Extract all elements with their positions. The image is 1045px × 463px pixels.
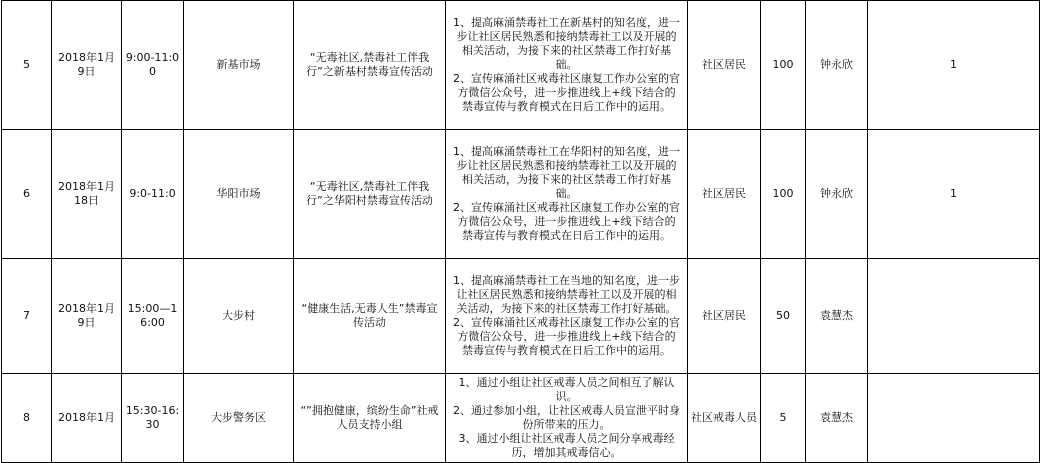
location-cell: 华阳市场 bbox=[184, 130, 294, 259]
goal-item: 3、通过小组让社区戒毒人员之间分享戒毒经历，增加其戒毒信心。 bbox=[458, 432, 675, 459]
target-cell: 社区戒毒人员 bbox=[688, 374, 761, 463]
target-cell: 社区居民 bbox=[688, 1, 761, 130]
location-cell: 新基市场 bbox=[184, 1, 294, 130]
location-cell: 大步村 bbox=[184, 259, 294, 374]
goal-item: 2、宣传麻涌社区戒毒社区康复工作办公室的官方微信公众号，进一步推进线上+线下结合的禁毒宣传与教育模式在日后工作中的运用。 bbox=[453, 72, 680, 113]
goal-item: 2、通过参加小组，让社区戒毒人员宣泄平时身份所带来的压力。 bbox=[453, 404, 680, 431]
row-number: 8 bbox=[2, 374, 52, 463]
row-number: 5 bbox=[2, 1, 52, 130]
table-row bbox=[2, 259, 1040, 374]
extra-cell: 1 bbox=[868, 1, 1040, 130]
table-row bbox=[2, 1, 1040, 130]
goal-item: 1、提高麻涌禁毒社工在华阳村的知名度，进一步让社区居民熟悉和接纳禁毒社工以及开展的相关活动，为接下来的社区禁毒工作打好基础。 bbox=[453, 145, 680, 200]
count-cell: 100 bbox=[761, 130, 806, 259]
time-cell: 15:00—16:00 bbox=[122, 259, 184, 374]
staff-cell: 袁慧杰 bbox=[806, 259, 868, 374]
staff-cell: 钟永欣 bbox=[806, 1, 868, 130]
extra-cell bbox=[868, 259, 1040, 374]
target-cell: 社区居民 bbox=[688, 259, 761, 374]
activity-cell: “无毒社区,禁毒社工伴我行”之华阳村禁毒宣传活动 bbox=[294, 130, 446, 259]
goals-cell bbox=[446, 374, 688, 463]
extra-cell bbox=[868, 374, 1040, 463]
count-cell: 5 bbox=[761, 374, 806, 463]
activity-cell: “”拥抱健康，缤纷生命”社戒人员支持小组 bbox=[294, 374, 446, 463]
target-cell: 社区居民 bbox=[688, 130, 761, 259]
date-cell: 2018年1月9日 bbox=[52, 1, 122, 130]
date-cell: 2018年1月 bbox=[52, 374, 122, 463]
table-row bbox=[2, 374, 1040, 463]
extra-cell: 1 bbox=[868, 130, 1040, 259]
time-cell: 15:30-16:30 bbox=[122, 374, 184, 463]
time-cell: 9:00-11:00 bbox=[122, 1, 184, 130]
date-cell: 2018年1月18日 bbox=[52, 130, 122, 259]
table-row bbox=[2, 130, 1040, 259]
activity-table bbox=[1, 0, 1040, 463]
count-cell: 100 bbox=[761, 1, 806, 130]
goals-cell bbox=[446, 130, 688, 259]
goals-cell bbox=[446, 1, 688, 130]
date-cell: 2018年1月9日 bbox=[52, 259, 122, 374]
goals-cell bbox=[446, 259, 688, 374]
goal-item: 2、宣传麻涌社区戒毒社区康复工作办公室的官方微信公众号，进一步推进线上+线下结合的禁毒宣传与教育模式在日后工作中的运用。 bbox=[453, 201, 680, 242]
staff-cell: 袁慧杰 bbox=[806, 374, 868, 463]
row-number: 7 bbox=[2, 259, 52, 374]
goal-item: 2、宣传麻涌社区戒毒社区康复工作办公室的官方微信公众号，进一步推进线上+线下结合的禁毒宣传与教育模式在日后工作中的运用。 bbox=[453, 316, 680, 357]
goal-item: 1、提高麻涌禁毒社工在新基村的知名度，进一步让社区居民熟悉和接纳禁毒社工以及开展的相关活动，为接下来的社区禁毒工作打好基础。 bbox=[453, 16, 680, 71]
activity-cell: “无毒社区,禁毒社工伴我行”之新基村禁毒宣传活动 bbox=[294, 1, 446, 130]
time-cell: 9:0-11:0 bbox=[122, 130, 184, 259]
location-cell: 大步警务区 bbox=[184, 374, 294, 463]
count-cell: 50 bbox=[761, 259, 806, 374]
goal-item: 1、通过小组让社区戒毒人员之间相互了解认识。 bbox=[458, 376, 675, 403]
staff-cell: 钟永欣 bbox=[806, 130, 868, 259]
activity-cell: “健康生活,无毒人生”禁毒宣传活动 bbox=[294, 259, 446, 374]
goal-item: 1、提高麻涌禁毒社工在当地的知名度，进一步让社区居民熟悉和接纳禁毒社工以及开展的相关活动，为接下来的社区禁毒工作打好基础。 bbox=[453, 274, 680, 315]
row-number: 6 bbox=[2, 130, 52, 259]
